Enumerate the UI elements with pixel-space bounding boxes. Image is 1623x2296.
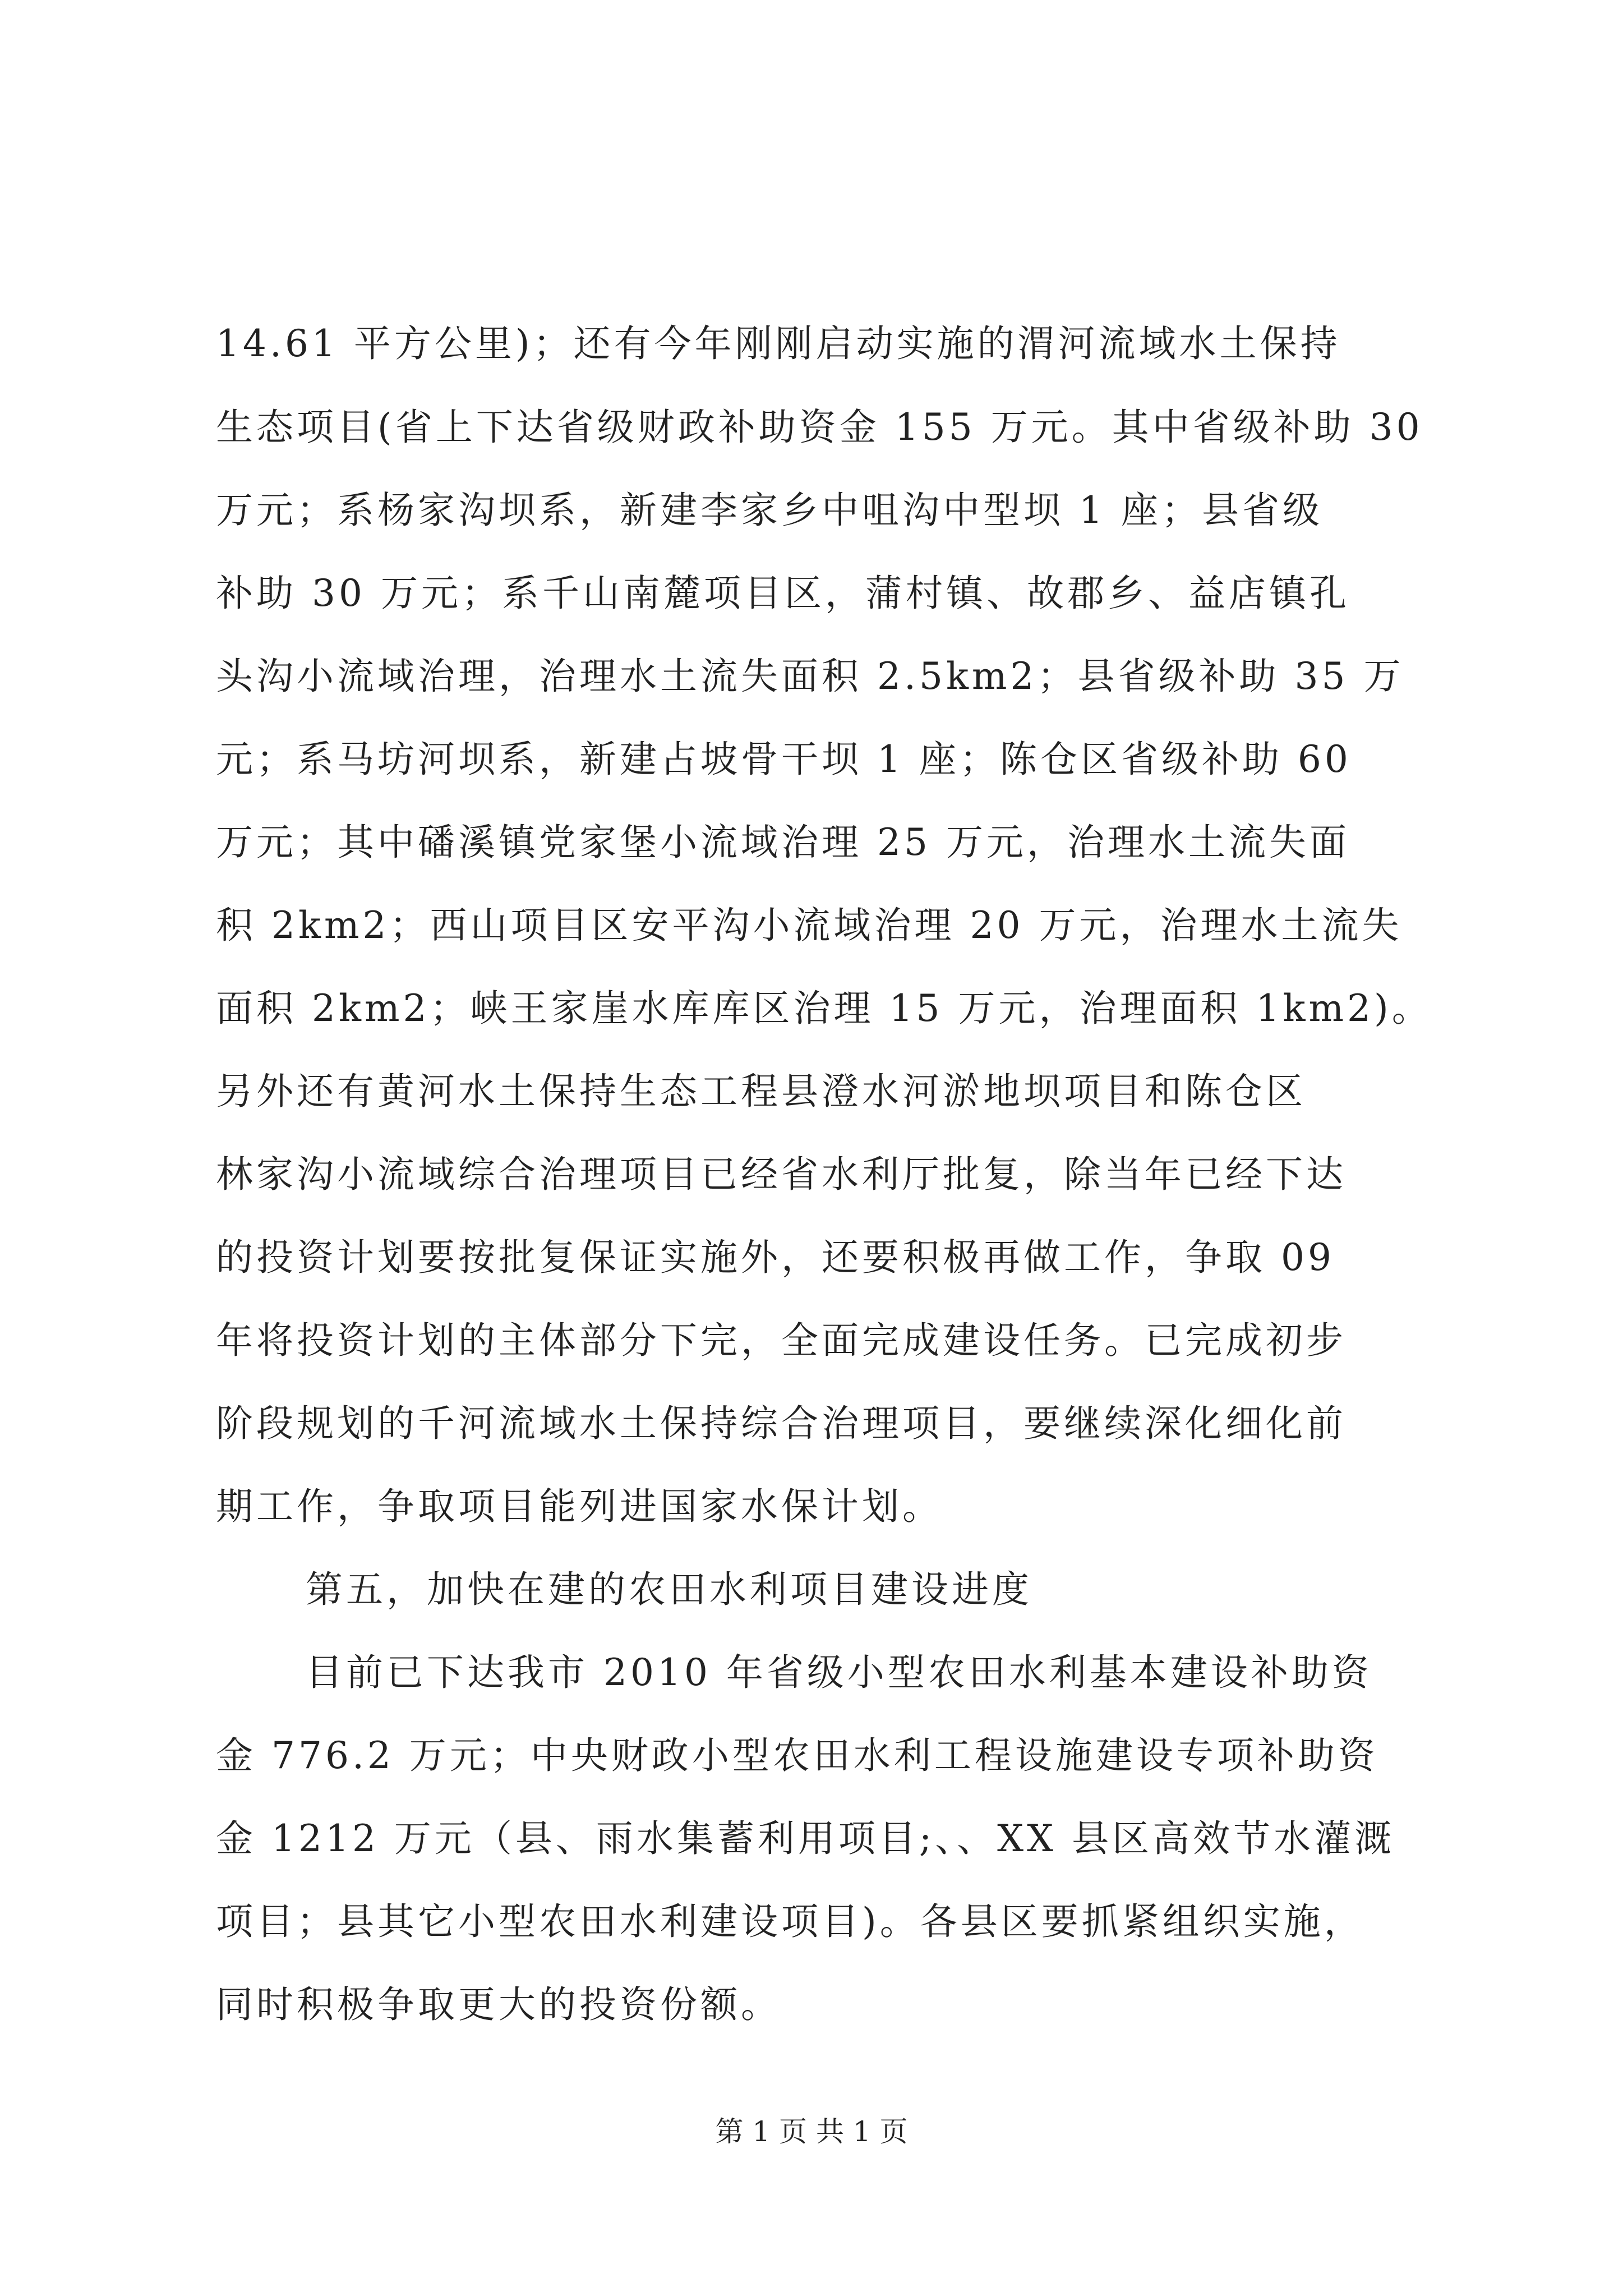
body-line: 期工作，争取项目能列进国家水保计划。 (216, 1485, 943, 1528)
body-line: 万元；系杨家沟坝系，新建李家乡中咀沟中型坝 1 座；县省级 (216, 489, 1323, 532)
section-heading: 第五，加快在建的农田水利项目建设进度 (306, 1568, 1032, 1611)
body-line: 阶段规划的千河流域水土保持综合治理项目，要继续深化细化前 (216, 1402, 1347, 1445)
body-line: 14.61 平方公里)；还有今年刚刚启动实施的渭河流域水土保持 (216, 322, 1341, 365)
body-line: 补助 30 万元；系千山南麓项目区，蒲村镇、故郡乡、益店镇孔 (216, 572, 1350, 615)
body-line: 项目；县其它小型农田水利建设项目)。各县区要抓紧组织实施， (216, 1900, 1364, 1943)
body-line: 另外还有黄河水土保持生态工程县澄水河淤地坝项目和陈仓区 (216, 1070, 1306, 1113)
body-line: 元；系马坊河坝系，新建占坡骨干坝 1 座；陈仓区省级补助 60 (216, 738, 1352, 781)
body-line: 林家沟小流域综合治理项目已经省水利厅批复，除当年已经下达 (216, 1153, 1347, 1196)
body-line: 的投资计划要按批复保证实施外，还要积极再做工作，争取 09 (216, 1236, 1335, 1279)
body-line: 积 2km2；西山项目区安平沟小流域治理 20 万元，治理水土流失 (216, 904, 1403, 947)
body-line: 万元；其中磻溪镇党家堡小流域治理 25 万元，治理水土流失面 (216, 821, 1350, 864)
body-line: 面积 2km2；峡王家崖水库库区治理 15 万元，治理面积 1km2)。 (216, 987, 1432, 1030)
body-line: 头沟小流域治理，治理水土流失面积 2.5km2；县省级补助 35 万 (216, 655, 1404, 698)
body-line: 目前已下达我市 2010 年省级小型农田水利基本建设补助资 (306, 1651, 1372, 1694)
body-line: 同时积极争取更大的投资份额。 (216, 1983, 781, 2026)
body-line: 年将投资计划的主体部分下完，全面完成建设任务。已完成初步 (216, 1319, 1347, 1362)
body-line: 金 776.2 万元；中央财政小型农田水利工程设施建设专项补助资 (216, 1734, 1378, 1777)
body-line: 金 1212 万元（县、雨水集蓄利用项目;、、XX 县区高效节水灌溉 (216, 1817, 1395, 1860)
body-line: 生态项目(省上下达省级财政补助资金 155 万元。其中省级补助 30 (216, 406, 1423, 449)
page-number-footer: 第 1 页 共 1 页 (715, 2115, 908, 2148)
